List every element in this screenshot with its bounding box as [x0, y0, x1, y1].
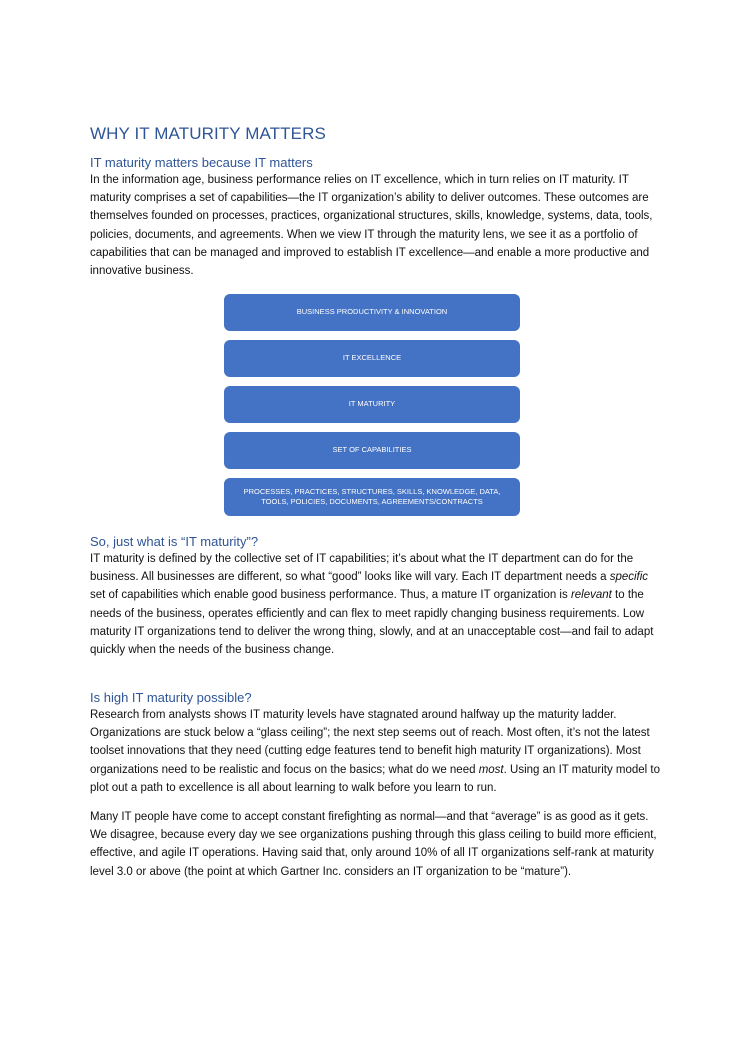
page-title: WHY IT MATURITY MATTERS [90, 124, 326, 143]
diagram-layer-it-excellence: IT EXCELLENCE [224, 340, 520, 377]
section-paragraph: Many IT people have come to accept constant firefighting as normal—and that “average” is as good as it gets. We disagree, because every day we see organizations pushing through this glass ceiling to build more efficient, effective, and agile IT operations. Having said that, only around 10% of all IT organizations self-rank at maturity level 3.0 or above (the point at which Gartner Inc. considers an IT organization to be “mature”). [90, 811, 657, 878]
section-is-high-maturity-possible [90, 689, 660, 881]
section-what-is-it-maturity [90, 533, 660, 659]
section-paragraph: IT maturity is defined by the collective set of IT capabilities; it’s about what the IT department can do for the business. All businesses are different, so what “good” looks like will vary. Each IT department needs a specific set of capabilities which enable good business performance. Thus, a mature IT organization is relevant to the needs of the business, operates efficiently and can flex to meet rapidly changing business requirements. Low maturity IT organizations tend to deliver the wrong thing, slowly, and at an unacceptable cost—and fail to adapt quickly when the needs of the business change. [90, 553, 654, 657]
section-paragraph: In the information age, business performance relies on IT excellence, which in turn relies on IT maturity. IT maturity comprises a set of capabilities—the IT organization’s ability to deliver outcomes. These outcomes are themselves founded on processes, practices, organizational structures, skills, knowledge, systems, data, tools, policies, documents, and agreements. When we view IT through the maturity lens, we see it as a portfolio of capabilities that can be managed and improved to establish IT excellence—and enable a more productive and innovative business. [90, 174, 653, 278]
diagram-layer-business-productivity: BUSINESS PRODUCTIVITY & INNOVATION [224, 294, 520, 331]
diagram-layer-set-of-capabilities: SET OF CAPABILITIES [224, 432, 520, 469]
section-paragraph: Research from analysts shows IT maturity levels have stagnated around halfway up the maturity ladder. Organizations are stuck below a “glass ceiling”; the next step seems out of reach. Most often, it’s not the latest toolset innovations that they need (cutting edge features tend to benefit high maturity IT organizations). Most organizations need to be realistic and focus on the basics; what do we need most. Using an IT maturity model to plot out a path to excellence is all about learning to walk before you learn to run. [90, 709, 661, 794]
section-heading: So, just what is “IT maturity”? [90, 534, 259, 549]
diagram-layer-it-maturity: IT MATURITY [224, 386, 520, 423]
section-heading: Is high IT maturity possible? [90, 690, 252, 705]
section-it-maturity-matters [90, 154, 660, 280]
diagram-layer-foundations: PROCESSES, PRACTICES, STRUCTURES, SKILLS, KNOWLEDGE, DATA, TOOLS, POLICIES, DOCUMENTS, AGREEMENTS/CONTRACTS [224, 478, 520, 516]
section-heading: IT maturity matters because IT matters [90, 155, 313, 170]
maturity-stack-diagram [224, 294, 520, 525]
